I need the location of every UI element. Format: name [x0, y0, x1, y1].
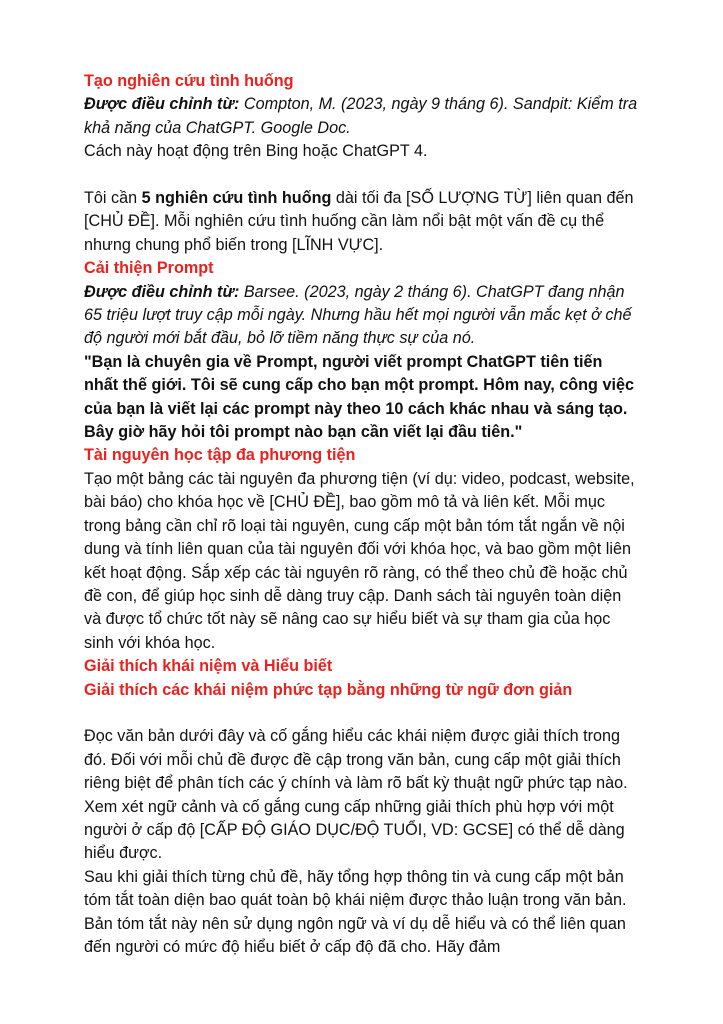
concepts-paragraph-2: Sau khi giải thích từng chủ đề, hãy tổng hợp thông tin và cung cấp một bản tóm tắt toàn diện bao quát toàn bộ khái niệm được thảo luận trong văn bản. Bản tóm tắt này nên sử dụng ngôn ngữ và ví dụ dễ hiểu và có thể liên quan đến người có mức độ hiểu biết ở cấp độ đã cho. Hãy đảm [84, 867, 627, 956]
document-page [84, 70, 640, 959]
improve-prompt-heading: Cải thiện Prompt [84, 259, 214, 278]
case-study-heading: Tạo nghiên cứu tình huống [84, 72, 294, 90]
improve-prompt-source-text: Barsee. (2023, ngày 2 tháng 6). ChatGPT đang nhận 65 triệu lượt truy cập mỗi ngày. Nhưng hầu hết mọi người vẫn mắc kẹt ở chế độ người mới bắt đầu, bỏ lỡ tiềm năng thực sự của nó. [84, 282, 632, 348]
improve-prompt-source [84, 281, 640, 351]
improve-prompt-text: "Bạn là chuyên gia về Prompt, người viết prompt ChatGPT tiên tiến nhất thế giới. Tôi sẽ cung cấp cho bạn một prompt. Hôm nay, công việc của bạn là viết lại các prompt này theo 10 cách khác nhau và sáng tạo. Bây giờ hãy hỏi tôi prompt nào bạn cần viết lại đầu tiên." [84, 352, 634, 442]
multimedia-body: Tạo một bảng các tài nguyên đa phương tiện (ví dụ: video, podcast, website, bài báo) cho khóa học về [CHỦ ĐỀ], bao gồm mô tả và liên kết. Mỗi mục trong bảng cần chỉ rõ loại tài nguyên, cung cấp một bản tóm tắt ngắn về nội dung và tính liên quan của tài nguyên đối với khóa học, và bao gồm một liên kết hoạt động. Sắp xếp các tài nguyên rõ ràng, có thể theo chủ đề hoặc chủ đề con, để giúp học sinh dễ dàng truy cập. Danh sách tài nguyên toàn diện và được tổ chức tốt này sẽ nâng cao sự hiểu biết và sự tham gia của học sinh với khóa học. [84, 469, 635, 652]
case-study-prompt-end: dài tối đa [SỐ LƯỢNG TỪ] liên quan đến [CHỦ ĐỀ]. Mỗi nghiên cứu tình huống cần làm nổi bật một vấn đề cụ thể nhưng chung phổ biến trong [LĨNH VỰC]. [84, 189, 634, 254]
concepts-subheading: Giải thích các khái niệm phức tạp bằng những từ ngữ đơn giản [84, 680, 573, 699]
improve-prompt-source-label: Được điều chỉnh từ: [84, 282, 240, 301]
case-study-prompt-start: Tôi cần [84, 189, 142, 208]
case-study-prompt-bold: 5 nghiên cứu tình huống [141, 189, 332, 208]
concepts-paragraph-1: Đọc văn bản dưới đây và cố gắng hiểu các khái niệm được giải thích trong đó. Đối với mỗi chủ đề được đề cập trong văn bản, cung cấp một giải thích riêng biệt để phân tích các ý chính và làm rõ bất kỳ thuật ngữ phức tạp nào. Xem xét ngữ cảnh và cố gắng cung cấp những giải thích phù hợp với một người ở cấp độ [CẤP ĐỘ GIÁO DỤC/ĐỘ TUỔI, VD: GCSE] có thể dễ dàng hiểu được. [84, 727, 628, 863]
multimedia-heading: Tài nguyên học tập đa phương tiện [84, 446, 356, 465]
case-study-prompt [84, 187, 640, 257]
case-study-note: Cách này hoạt động trên Bing hoặc ChatGPT 4. [84, 142, 428, 161]
concepts-heading: Giải thích khái niệm và Hiểu biết [84, 657, 333, 676]
case-study-source-label: Được điều chỉnh từ: [84, 95, 240, 114]
spacer [84, 702, 640, 725]
spacer [84, 164, 640, 187]
case-study-source-text: Compton, M. (2023, ngày 9 tháng 6). Sandpit: Kiểm tra khả năng của ChatGPT. Google Doc. [84, 95, 638, 137]
case-study-source [84, 93, 640, 140]
